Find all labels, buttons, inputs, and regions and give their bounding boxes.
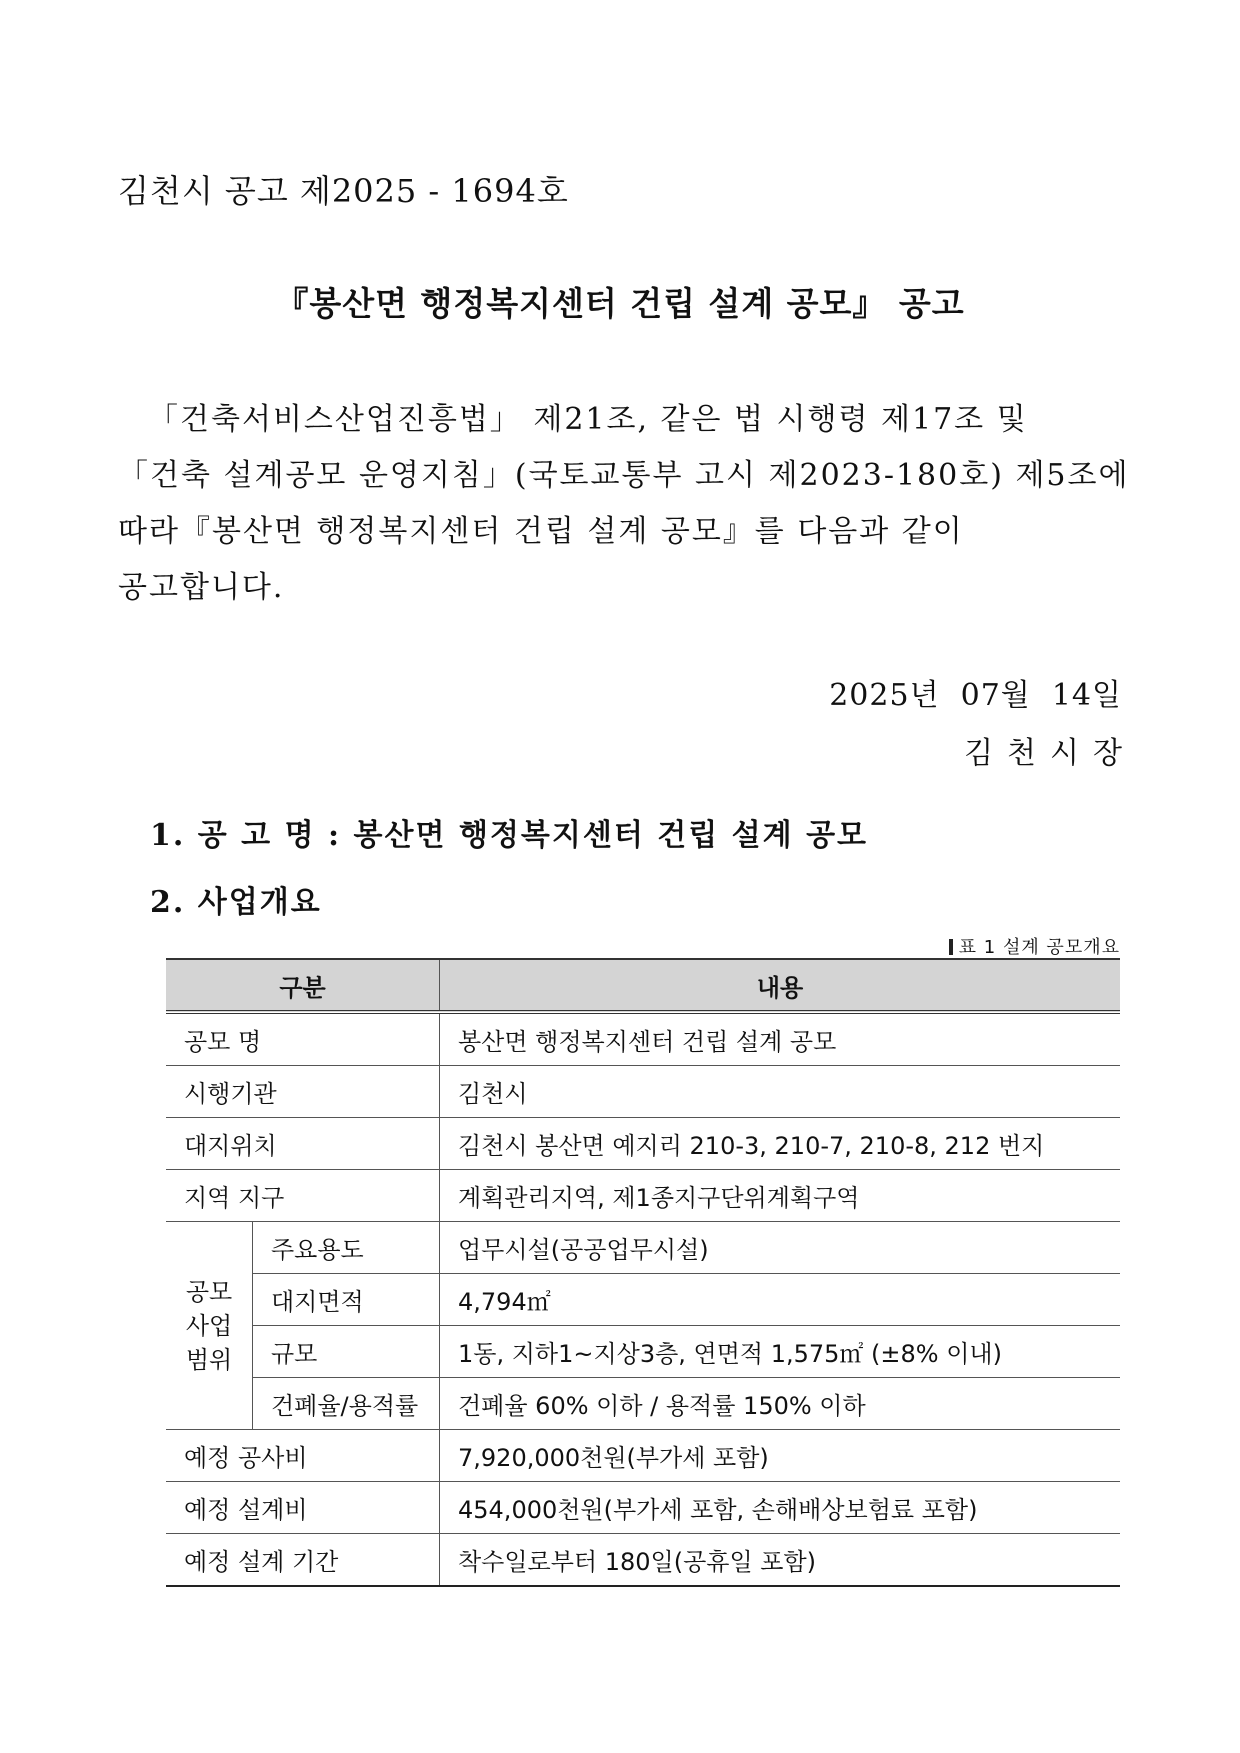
header-category: 구분 xyxy=(166,959,440,1012)
table-row xyxy=(166,1066,1120,1118)
row-label: 예정 설계비 xyxy=(166,1482,440,1534)
notice-date: 2025년 07월 14일 xyxy=(829,678,1122,713)
document-title: 『봉산면 행정복지센터 건립 설계 공모』 공고 xyxy=(275,284,965,323)
row-label: 예정 설계 기간 xyxy=(166,1534,440,1587)
table-row xyxy=(166,1170,1120,1222)
table-row xyxy=(166,1482,1120,1534)
row-label: 대지면적 xyxy=(253,1274,440,1326)
row-value: 봉산면 행정복지센터 건립 설계 공모 xyxy=(440,1012,1121,1066)
row-value: 김천시 봉산면 예지리 210-3, 210-7, 210-8, 212 번지 xyxy=(440,1118,1121,1170)
row-label: 시행기관 xyxy=(166,1066,440,1118)
row-label: 공모 명 xyxy=(166,1012,440,1066)
row-value: 4,794㎡ xyxy=(440,1274,1121,1326)
section-title: 2. 사업개요 xyxy=(150,885,322,920)
table-row xyxy=(166,1274,1120,1326)
body-line: 따라『봉산면 행정복지센터 건립 설계 공모』를 다음과 같이 xyxy=(118,514,964,549)
notice-body xyxy=(118,392,1128,616)
row-label: 건폐율/용적률 xyxy=(253,1378,440,1430)
row-label: 예정 공사비 xyxy=(166,1430,440,1482)
scope-label: 공모 사업 범위 xyxy=(166,1222,253,1430)
overview-table xyxy=(166,958,1120,1587)
body-line: 공고합니다. xyxy=(118,570,285,605)
table-row xyxy=(166,1222,1120,1274)
table-row xyxy=(166,1118,1120,1170)
table-row xyxy=(166,1012,1120,1066)
body-line: 「건축 설계공모 운영지침」(국토교통부 고시 제2023-180호) 제5조에 xyxy=(118,458,1130,493)
header-content: 내용 xyxy=(440,959,1121,1012)
row-value: 7,920,000천원(부가세 포함) xyxy=(440,1430,1121,1482)
row-value: 김천시 xyxy=(440,1066,1121,1118)
row-label: 주요용도 xyxy=(253,1222,440,1274)
table-header-row xyxy=(166,959,1120,1012)
row-value: 454,000천원(부가세 포함, 손해배상보험료 포함) xyxy=(440,1482,1121,1534)
row-value: 업무시설(공공업무시설) xyxy=(440,1222,1121,1274)
caption-bar-icon xyxy=(949,939,953,955)
row-label: 지역 지구 xyxy=(166,1170,440,1222)
body-line: 「건축서비스산업진흥법」 제21조, 같은 법 시행령 제17조 및 xyxy=(148,402,1028,437)
table-row xyxy=(166,1326,1120,1378)
table-row xyxy=(166,1534,1120,1587)
table-caption xyxy=(949,933,1120,959)
notice-number: 김천시 공고 제2025 - 1694호 xyxy=(118,172,569,210)
row-label: 규모 xyxy=(253,1326,440,1378)
row-value: 착수일로부터 180일(공휴일 포함) xyxy=(440,1534,1121,1587)
caption-text: 표 1 설계 공모개요 xyxy=(958,937,1120,958)
table-row xyxy=(166,1378,1120,1430)
row-label: 대지위치 xyxy=(166,1118,440,1170)
row-value: 건폐율 60% 이하 / 용적률 150% 이하 xyxy=(440,1378,1121,1430)
row-value: 계획관리지역, 제1종지구단위계획구역 xyxy=(440,1170,1121,1222)
section-title: 1. 공 고 명 : 봉산면 행정복지센터 건립 설계 공모 xyxy=(150,818,869,853)
issuer: 김천시장 xyxy=(964,736,1136,771)
table-row xyxy=(166,1430,1120,1482)
row-value: 1동, 지하1~지상3층, 연면적 1,575㎡ (±8% 이내) xyxy=(440,1326,1121,1378)
